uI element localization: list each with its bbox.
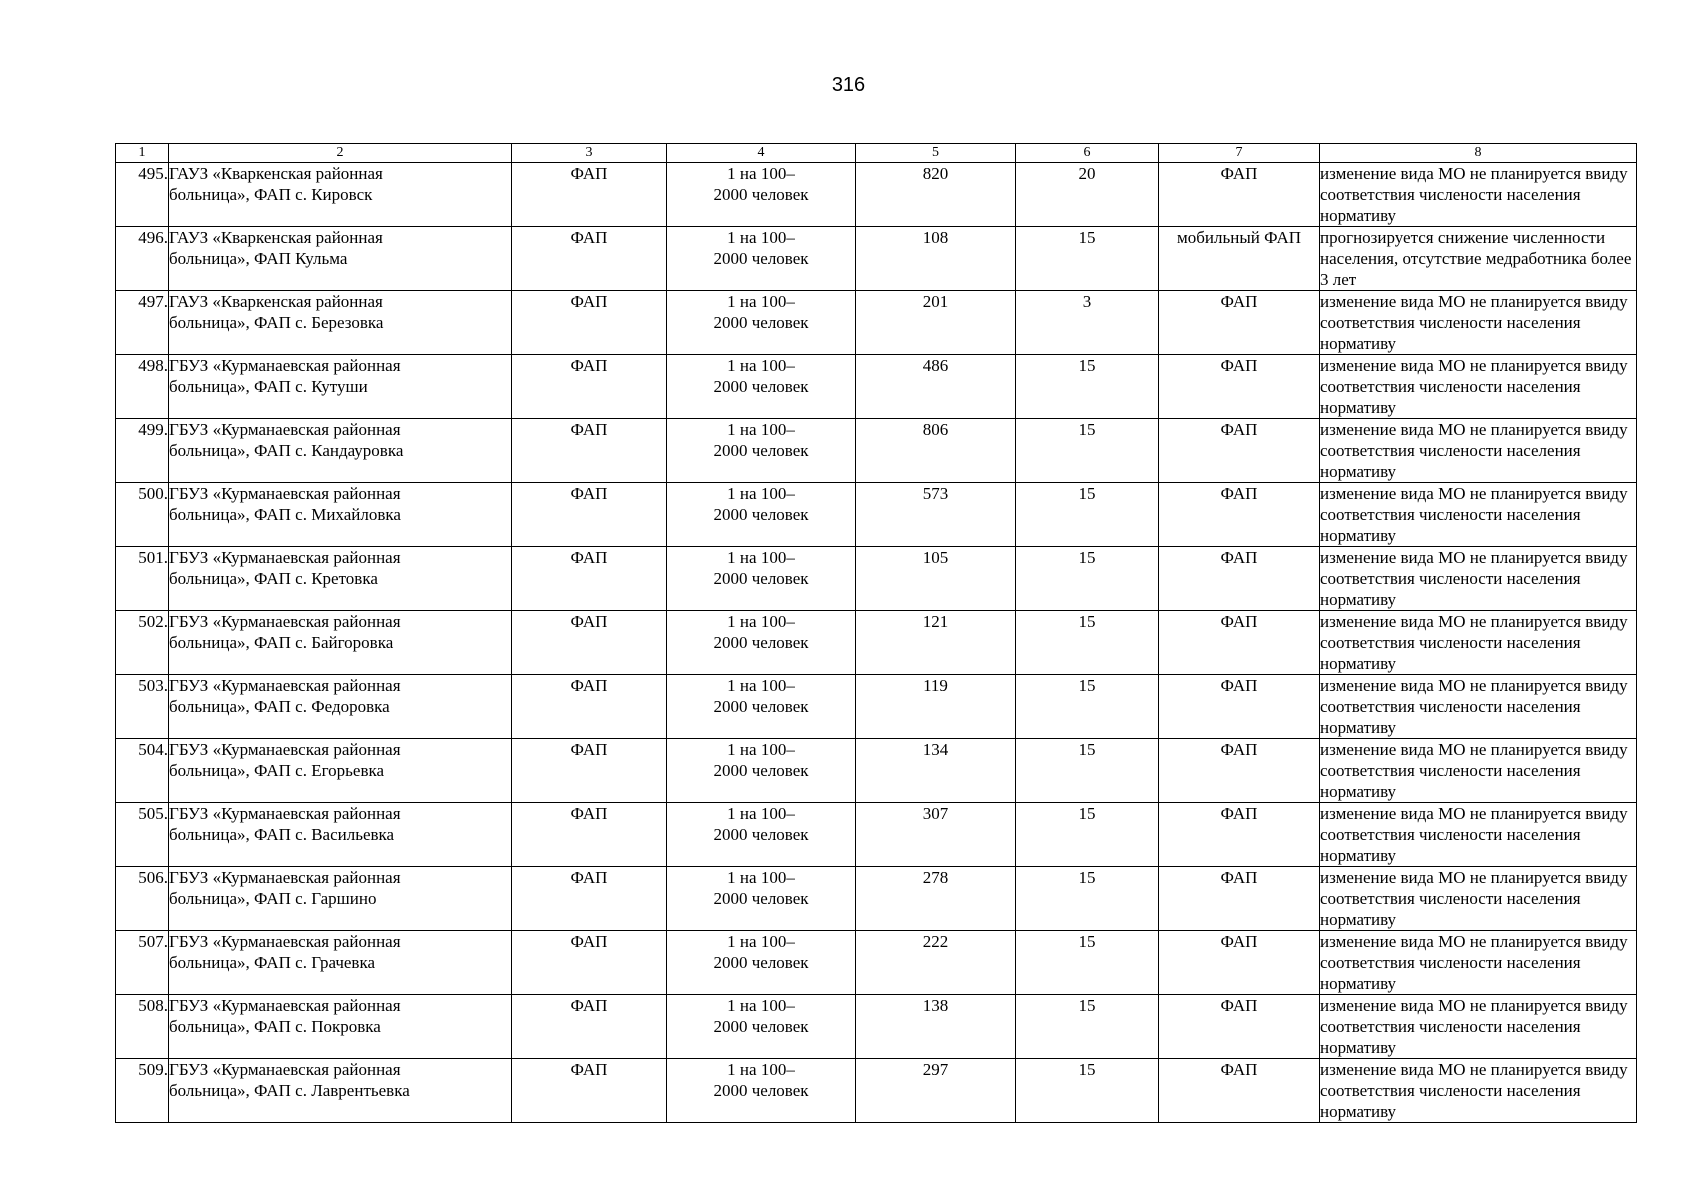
norm-line-2: 2000 человек <box>713 761 809 780</box>
distance-cell <box>1016 163 1159 227</box>
norm-line-1: 1 на 100– <box>727 292 795 311</box>
organization-cell <box>169 611 512 675</box>
norm-cell <box>667 995 856 1059</box>
distance-cell <box>1016 291 1159 355</box>
organization-line-2: больница», ФАП с. Кандауровка <box>169 441 404 460</box>
facility-type: ФАП <box>570 484 608 503</box>
organization-line-2: больница», ФАП с. Байгоровка <box>169 633 394 652</box>
distance-cell <box>1016 611 1159 675</box>
norm-line-1: 1 на 100– <box>727 484 795 503</box>
population-cell <box>856 483 1016 547</box>
organization-line-2: больница», ФАП с. Гаршино <box>169 889 377 908</box>
row-number: 495. <box>138 164 168 183</box>
distance: 3 <box>1082 292 1092 311</box>
table-row <box>116 163 1637 227</box>
comment: изменение вида МО не планируется ввиду соответствия числености населения нормативу <box>1320 356 1628 417</box>
table-row <box>116 803 1637 867</box>
row-number: 504. <box>138 740 168 759</box>
comment-cell <box>1320 483 1637 547</box>
col-header-4: 4 <box>667 144 856 163</box>
norm-line-1: 1 на 100– <box>727 228 795 247</box>
comment-cell <box>1320 291 1637 355</box>
comment-cell <box>1320 611 1637 675</box>
norm-line-1: 1 на 100– <box>727 804 795 823</box>
norm-line-1: 1 на 100– <box>727 420 795 439</box>
organization-line-1: ГБУЗ «Курманаевская районная <box>169 612 401 631</box>
distance: 15 <box>1078 356 1096 375</box>
distance-cell <box>1016 227 1159 291</box>
comment: изменение вида МО не планируется ввиду соответствия числености населения нормативу <box>1320 612 1628 673</box>
row-number: 503. <box>138 676 168 695</box>
population-cell <box>856 995 1016 1059</box>
population: 138 <box>922 996 949 1015</box>
population-cell <box>856 675 1016 739</box>
row-number: 509. <box>138 1060 168 1079</box>
organization-line-2: больница», ФАП с. Кутуши <box>169 377 368 396</box>
facility-type: ФАП <box>570 932 608 951</box>
norm-line-2: 2000 человек <box>713 377 809 396</box>
norm-line-1: 1 на 100– <box>727 676 795 695</box>
col-header-1: 1 <box>116 144 169 163</box>
population-cell <box>856 867 1016 931</box>
distance-cell <box>1016 355 1159 419</box>
norm-cell <box>667 419 856 483</box>
organization-line-1: ГБУЗ «Курманаевская районная <box>169 740 401 759</box>
distance: 20 <box>1078 164 1096 183</box>
facility-type-cell <box>512 739 667 803</box>
facility-type-cell <box>512 227 667 291</box>
row-number: 506. <box>138 868 168 887</box>
distance-cell <box>1016 547 1159 611</box>
norm-cell <box>667 291 856 355</box>
norm-line-2: 2000 человек <box>713 441 809 460</box>
distance: 15 <box>1078 548 1096 567</box>
facility-type: ФАП <box>570 996 608 1015</box>
new-facility-type: ФАП <box>1220 292 1258 311</box>
organization-line-1: ГБУЗ «Курманаевская районная <box>169 548 401 567</box>
distance: 15 <box>1078 804 1096 823</box>
organization-cell <box>169 1059 512 1123</box>
col-header-5: 5 <box>856 144 1016 163</box>
new-facility-type: ФАП <box>1220 996 1258 1015</box>
norm-cell <box>667 547 856 611</box>
organization-cell <box>169 995 512 1059</box>
facility-type: ФАП <box>570 1060 608 1079</box>
organization-line-1: ГБУЗ «Курманаевская районная <box>169 420 401 439</box>
new-type-cell <box>1159 867 1320 931</box>
norm-line-2: 2000 человек <box>713 185 809 204</box>
facility-type: ФАП <box>570 804 608 823</box>
norm-cell <box>667 483 856 547</box>
comment-cell <box>1320 803 1637 867</box>
norm-line-1: 1 на 100– <box>727 164 795 183</box>
comment: изменение вида МО не планируется ввиду соответствия числености населения нормативу <box>1320 1060 1628 1121</box>
distance: 15 <box>1078 932 1096 951</box>
organization-cell <box>169 867 512 931</box>
facility-type-cell <box>512 803 667 867</box>
organization-cell <box>169 547 512 611</box>
norm-line-1: 1 на 100– <box>727 356 795 375</box>
new-facility-type: ФАП <box>1220 676 1258 695</box>
col-header-2: 2 <box>169 144 512 163</box>
new-facility-type: мобильный ФАП <box>1176 228 1302 247</box>
new-facility-type: ФАП <box>1220 1060 1258 1079</box>
organization-line-2: больница», ФАП с. Кретовка <box>169 569 378 588</box>
new-facility-type: ФАП <box>1220 740 1258 759</box>
distance-cell <box>1016 995 1159 1059</box>
table-row <box>116 227 1637 291</box>
new-type-cell <box>1159 675 1320 739</box>
facility-type-cell <box>512 355 667 419</box>
norm-cell <box>667 1059 856 1123</box>
facility-type: ФАП <box>570 740 608 759</box>
norm-line-1: 1 на 100– <box>727 612 795 631</box>
row-number: 497. <box>138 292 168 311</box>
organization-line-1: ГБУЗ «Курманаевская районная <box>169 1060 401 1079</box>
table-body <box>116 163 1637 1123</box>
col-header-8: 8 <box>1320 144 1637 163</box>
comment-cell <box>1320 547 1637 611</box>
comment: изменение вида МО не планируется ввиду соответствия числености населения нормативу <box>1320 804 1628 865</box>
row-number-cell <box>116 739 169 803</box>
norm-line-2: 2000 человек <box>713 889 809 908</box>
row-number: 498. <box>138 356 168 375</box>
comment-cell <box>1320 739 1637 803</box>
distance-cell <box>1016 483 1159 547</box>
norm-cell <box>667 611 856 675</box>
norm-cell <box>667 227 856 291</box>
organization-line-1: ГБУЗ «Курманаевская районная <box>169 932 401 951</box>
row-number: 501. <box>138 548 168 567</box>
row-number-cell <box>116 931 169 995</box>
row-number: 499. <box>138 420 168 439</box>
table-row <box>116 419 1637 483</box>
table-row <box>116 675 1637 739</box>
header-row <box>116 144 1637 163</box>
norm-cell <box>667 867 856 931</box>
comment-cell <box>1320 1059 1637 1123</box>
comment: изменение вида МО не планируется ввиду соответствия числености населения нормативу <box>1320 484 1628 545</box>
row-number-cell <box>116 1059 169 1123</box>
population-cell <box>856 547 1016 611</box>
row-number: 508. <box>138 996 168 1015</box>
distance-cell <box>1016 1059 1159 1123</box>
new-facility-type: ФАП <box>1220 868 1258 887</box>
organization-cell <box>169 931 512 995</box>
page-number: 316 <box>831 74 866 96</box>
table-row <box>116 739 1637 803</box>
new-type-cell <box>1159 611 1320 675</box>
distance-cell <box>1016 675 1159 739</box>
distance: 15 <box>1078 612 1096 631</box>
population-cell <box>856 803 1016 867</box>
organization-line-1: ГБУЗ «Курманаевская районная <box>169 996 401 1015</box>
table-row <box>116 547 1637 611</box>
col-header-3: 3 <box>512 144 667 163</box>
new-facility-type: ФАП <box>1220 932 1258 951</box>
comment-cell <box>1320 995 1637 1059</box>
facility-type: ФАП <box>570 228 608 247</box>
comment: изменение вида МО не планируется ввиду соответствия числености населения нормативу <box>1320 868 1628 929</box>
row-number-cell <box>116 867 169 931</box>
row-number-cell <box>116 483 169 547</box>
population: 573 <box>922 484 949 503</box>
facility-type-cell <box>512 1059 667 1123</box>
comment-cell <box>1320 163 1637 227</box>
distance-cell <box>1016 931 1159 995</box>
organization-line-2: больница», ФАП с. Васильевка <box>169 825 395 844</box>
population-cell <box>856 931 1016 995</box>
distance: 15 <box>1078 868 1096 887</box>
norm-cell <box>667 675 856 739</box>
population: 222 <box>922 932 949 951</box>
new-facility-type: ФАП <box>1220 548 1258 567</box>
table-row <box>116 291 1637 355</box>
new-facility-type: ФАП <box>1220 484 1258 503</box>
facility-type-cell <box>512 483 667 547</box>
row-number: 500. <box>138 484 168 503</box>
facility-type: ФАП <box>570 292 608 311</box>
organization-line-1: ГБУЗ «Курманаевская районная <box>169 356 401 375</box>
population-cell <box>856 355 1016 419</box>
distance: 15 <box>1078 420 1096 439</box>
facility-type-cell <box>512 611 667 675</box>
population-cell <box>856 611 1016 675</box>
organization-line-1: ГБУЗ «Курманаевская районная <box>169 868 401 887</box>
comment: изменение вида МО не планируется ввиду соответствия числености населения нормативу <box>1320 676 1628 737</box>
population-cell <box>856 1059 1016 1123</box>
distance: 15 <box>1078 740 1096 759</box>
organization-line-1: ГБУЗ «Курманаевская районная <box>169 676 401 695</box>
norm-cell <box>667 355 856 419</box>
facility-type-cell <box>512 995 667 1059</box>
table-row <box>116 931 1637 995</box>
new-facility-type: ФАП <box>1220 612 1258 631</box>
organization-line-2: больница», ФАП с. Покровка <box>169 1017 381 1036</box>
norm-line-1: 1 на 100– <box>727 996 795 1015</box>
row-number: 505. <box>138 804 168 823</box>
table-row <box>116 611 1637 675</box>
organization-cell <box>169 419 512 483</box>
comment-cell <box>1320 867 1637 931</box>
row-number-cell <box>116 355 169 419</box>
table-row <box>116 995 1637 1059</box>
facility-type: ФАП <box>570 356 608 375</box>
organization-cell <box>169 483 512 547</box>
population: 307 <box>922 804 949 823</box>
organization-line-2: больница», ФАП Кульма <box>169 249 348 268</box>
norm-cell <box>667 163 856 227</box>
distance-cell <box>1016 419 1159 483</box>
organization-line-2: больница», ФАП с. Федоровка <box>169 697 390 716</box>
norm-cell <box>667 803 856 867</box>
table-row <box>116 867 1637 931</box>
organization-cell <box>169 163 512 227</box>
population-cell <box>856 291 1016 355</box>
new-type-cell <box>1159 803 1320 867</box>
comment: изменение вида МО не планируется ввиду соответствия числености населения нормативу <box>1320 292 1628 353</box>
comment-cell <box>1320 355 1637 419</box>
population: 486 <box>922 356 949 375</box>
new-facility-type: ФАП <box>1220 164 1258 183</box>
population-cell <box>856 163 1016 227</box>
organization-line-2: больница», ФАП с. Егорьевка <box>169 761 385 780</box>
new-type-cell <box>1159 995 1320 1059</box>
organization-cell <box>169 739 512 803</box>
organization-line-2: больница», ФАП с. Грачевка <box>169 953 376 972</box>
norm-line-1: 1 на 100– <box>727 548 795 567</box>
comment-cell <box>1320 419 1637 483</box>
facility-type-cell <box>512 931 667 995</box>
distance: 15 <box>1078 1060 1096 1079</box>
norm-line-2: 2000 человек <box>713 953 809 972</box>
row-number: 502. <box>138 612 168 631</box>
organization-line-1: ГБУЗ «Курманаевская районная <box>169 804 401 823</box>
facility-type: ФАП <box>570 676 608 695</box>
population: 121 <box>922 612 949 631</box>
distance-cell <box>1016 867 1159 931</box>
comment-cell <box>1320 227 1637 291</box>
new-type-cell <box>1159 163 1320 227</box>
new-type-cell <box>1159 1059 1320 1123</box>
population-cell <box>856 227 1016 291</box>
facility-type-cell <box>512 547 667 611</box>
new-facility-type: ФАП <box>1220 356 1258 375</box>
distance-cell <box>1016 739 1159 803</box>
facility-type: ФАП <box>570 164 608 183</box>
population: 201 <box>922 292 949 311</box>
row-number-cell <box>116 291 169 355</box>
comment: изменение вида МО не планируется ввиду соответствия числености населения нормативу <box>1320 932 1628 993</box>
facility-type-cell <box>512 291 667 355</box>
row-number-cell <box>116 227 169 291</box>
organization-cell <box>169 227 512 291</box>
comment: изменение вида МО не планируется ввиду соответствия числености населения нормативу <box>1320 740 1628 801</box>
norm-line-1: 1 на 100– <box>727 740 795 759</box>
col-header-6: 6 <box>1016 144 1159 163</box>
table-row <box>116 483 1637 547</box>
population: 297 <box>922 1060 949 1079</box>
facility-type: ФАП <box>570 868 608 887</box>
distance: 15 <box>1078 484 1096 503</box>
population: 278 <box>922 868 949 887</box>
distance: 15 <box>1078 676 1096 695</box>
row-number-cell <box>116 995 169 1059</box>
new-type-cell <box>1159 547 1320 611</box>
organization-cell <box>169 675 512 739</box>
population: 806 <box>922 420 949 439</box>
population: 119 <box>923 676 948 695</box>
new-facility-type: ФАП <box>1220 420 1258 439</box>
norm-line-2: 2000 человек <box>713 505 809 524</box>
population: 820 <box>922 164 949 183</box>
row-number-cell <box>116 163 169 227</box>
organization-cell <box>169 803 512 867</box>
row-number-cell <box>116 419 169 483</box>
population: 108 <box>922 228 949 247</box>
norm-line-1: 1 на 100– <box>727 932 795 951</box>
table-row <box>116 355 1637 419</box>
col-header-7: 7 <box>1159 144 1320 163</box>
row-number-cell <box>116 675 169 739</box>
facility-type: ФАП <box>570 612 608 631</box>
norm-line-2: 2000 человек <box>713 1017 809 1036</box>
norm-line-2: 2000 человек <box>713 313 809 332</box>
organization-cell <box>169 291 512 355</box>
new-type-cell <box>1159 227 1320 291</box>
new-type-cell <box>1159 355 1320 419</box>
organization-line-1: ГАУЗ «Кваркенская районная <box>169 164 383 183</box>
table-row <box>116 1059 1637 1123</box>
new-type-cell <box>1159 739 1320 803</box>
new-type-cell <box>1159 931 1320 995</box>
new-type-cell <box>1159 419 1320 483</box>
norm-cell <box>667 739 856 803</box>
facility-type-cell <box>512 163 667 227</box>
population-cell <box>856 739 1016 803</box>
population: 105 <box>922 548 949 567</box>
row-number: 496. <box>138 228 168 247</box>
row-number: 507. <box>138 932 168 951</box>
organization-line-1: ГАУЗ «Кваркенская районная <box>169 228 383 247</box>
new-facility-type: ФАП <box>1220 804 1258 823</box>
organization-line-2: больница», ФАП с. Березовка <box>169 313 384 332</box>
comment-cell <box>1320 931 1637 995</box>
organization-line-1: ГАУЗ «Кваркенская районная <box>169 292 383 311</box>
population: 134 <box>922 740 949 759</box>
comment-cell <box>1320 675 1637 739</box>
comment: прогнозируется снижение численности населения, отсутствие медработника более 3 лет <box>1320 228 1632 289</box>
norm-cell <box>667 931 856 995</box>
distance: 15 <box>1078 996 1096 1015</box>
organization-line-2: больница», ФАП с. Кировск <box>169 185 373 204</box>
norm-line-2: 2000 человек <box>713 1081 809 1100</box>
organization-cell <box>169 355 512 419</box>
norm-line-1: 1 на 100– <box>727 868 795 887</box>
comment: изменение вида МО не планируется ввиду соответствия числености населения нормативу <box>1320 420 1628 481</box>
organization-line-2: больница», ФАП с. Лаврентьевка <box>169 1081 410 1100</box>
norm-line-2: 2000 человек <box>713 249 809 268</box>
comment: изменение вида МО не планируется ввиду соответствия числености населения нормативу <box>1320 164 1628 225</box>
organization-line-2: больница», ФАП с. Михайловка <box>169 505 401 524</box>
facility-type-cell <box>512 867 667 931</box>
row-number-cell <box>116 547 169 611</box>
facility-type-cell <box>512 419 667 483</box>
norm-line-2: 2000 человек <box>713 825 809 844</box>
facility-type: ФАП <box>570 420 608 439</box>
comment: изменение вида МО не планируется ввиду соответствия числености населения нормативу <box>1320 548 1628 609</box>
organization-line-1: ГБУЗ «Курманаевская районная <box>169 484 401 503</box>
comment: изменение вида МО не планируется ввиду соответствия числености населения нормативу <box>1320 996 1628 1057</box>
distance: 15 <box>1078 228 1096 247</box>
population-cell <box>856 419 1016 483</box>
facility-type-cell <box>512 675 667 739</box>
distance-cell <box>1016 803 1159 867</box>
norm-line-2: 2000 человек <box>713 569 809 588</box>
row-number-cell <box>116 803 169 867</box>
row-number-cell <box>116 611 169 675</box>
new-type-cell <box>1159 483 1320 547</box>
norm-line-1: 1 на 100– <box>727 1060 795 1079</box>
norm-line-2: 2000 человек <box>713 633 809 652</box>
facilities-table <box>115 143 1637 1123</box>
facility-type: ФАП <box>570 548 608 567</box>
new-type-cell <box>1159 291 1320 355</box>
norm-line-2: 2000 человек <box>713 697 809 716</box>
